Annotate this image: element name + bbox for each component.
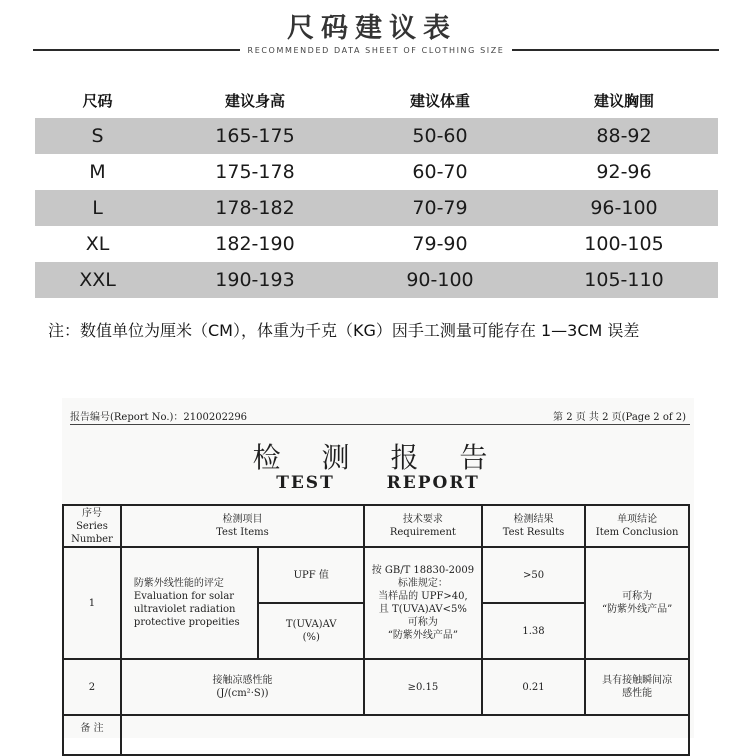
row3-label: 备 注 (63, 715, 121, 755)
report-divider (70, 424, 690, 425)
size-table-header (35, 82, 718, 118)
row1-item: 防紫外线性能的评定 Evaluation for solar ultraviolet radiation protective propeities (121, 547, 258, 659)
table-row (35, 190, 718, 226)
row2-conclusion: 具有接触瞬间凉 感性能 (585, 659, 689, 715)
chest-cell: 100-105 (584, 233, 664, 255)
height-cell: 178-182 (160, 190, 350, 226)
table-row (63, 547, 689, 603)
divider-left (33, 49, 240, 51)
report-title-en: TEST REPORT (276, 473, 480, 493)
header-conclusion: 单项结论 Item Conclusion (585, 505, 689, 547)
row3-content (121, 715, 689, 755)
row1-result1: >50 (482, 547, 586, 603)
row1-result2: 1.38 (482, 603, 586, 659)
col-size: 尺码 (82, 91, 113, 110)
report-page: 第 2 页 共 2 页(Page 2 of 2) (553, 412, 686, 423)
header-serial: 序号 Series Number (63, 505, 121, 547)
table-row (35, 262, 718, 298)
height-cell: 190-193 (160, 262, 350, 298)
weight-cell: 90-100 (350, 262, 530, 298)
table-row (35, 118, 718, 154)
page-subtitle: RECOMMENDED DATA SHEET OF CLOTHING SIZE (247, 45, 505, 55)
report-number: 报告编号(Report No.)：2100202296 (70, 412, 248, 423)
row2-requirement: ≥0.15 (364, 659, 482, 715)
header-items: 检测项目 Test Items (121, 505, 364, 547)
chest-cell: 105-110 (530, 262, 718, 298)
weight-cell: 50-60 (350, 118, 530, 154)
table-row (63, 715, 689, 755)
row1-sub2: T(UVA)AV (%) (258, 603, 364, 659)
row2-item: 接触凉感性能 (J/(cm²·S)) (121, 659, 364, 715)
chest-cell: 88-92 (530, 118, 718, 154)
size-table (35, 82, 718, 298)
row1-sub1: UPF 值 (258, 547, 364, 603)
test-table (62, 504, 690, 756)
table-row (35, 154, 718, 190)
size-cell: L (35, 190, 160, 226)
table-row (63, 659, 689, 715)
col-chest: 建议胸围 (593, 91, 654, 110)
chest-cell: 96-100 (530, 190, 718, 226)
header-results: 检测结果 Test Results (482, 505, 586, 547)
subtitle-row (33, 43, 719, 57)
row1-serial: 1 (63, 547, 121, 659)
size-cell: XL (85, 233, 110, 255)
col-height: 建议身高 (224, 91, 285, 110)
divider-right (512, 49, 719, 51)
weight-cell: 60-70 (412, 161, 468, 183)
weight-cell: 79-90 (412, 233, 468, 255)
height-cell: 175-178 (215, 161, 295, 183)
size-cell: M (89, 161, 106, 183)
page-title: 尺码建议表 (287, 13, 457, 44)
col-weight: 建议体重 (409, 91, 470, 110)
measurement-note: 注：数值单位为厘米（CM），体重为千克（KG）因手工测量可能存在 1—3CM 误差 (48, 321, 640, 340)
row1-requirement: 按 GB/T 18830-2009 标准规定： 当样品的 UPF>40, 且 T(UVA)AV<5% 可称为 “防紫外线产品” (364, 547, 482, 659)
table-row (35, 226, 718, 262)
size-cell: XXL (35, 262, 160, 298)
height-cell: 165-175 (160, 118, 350, 154)
row2-result: 0.21 (482, 659, 586, 715)
row2-serial: 2 (63, 659, 121, 715)
header-requirement: 技术要求 Requirement (364, 505, 482, 547)
chest-cell: 92-96 (596, 161, 652, 183)
test-report-scan (62, 398, 694, 738)
report-title-cn: 检 测 报 告 (252, 441, 504, 474)
weight-cell: 70-79 (350, 190, 530, 226)
test-table-header (63, 505, 689, 547)
height-cell: 182-190 (215, 233, 295, 255)
row1-conclusion: 可称为 “防紫外线产品” (585, 547, 689, 659)
size-cell: S (35, 118, 160, 154)
